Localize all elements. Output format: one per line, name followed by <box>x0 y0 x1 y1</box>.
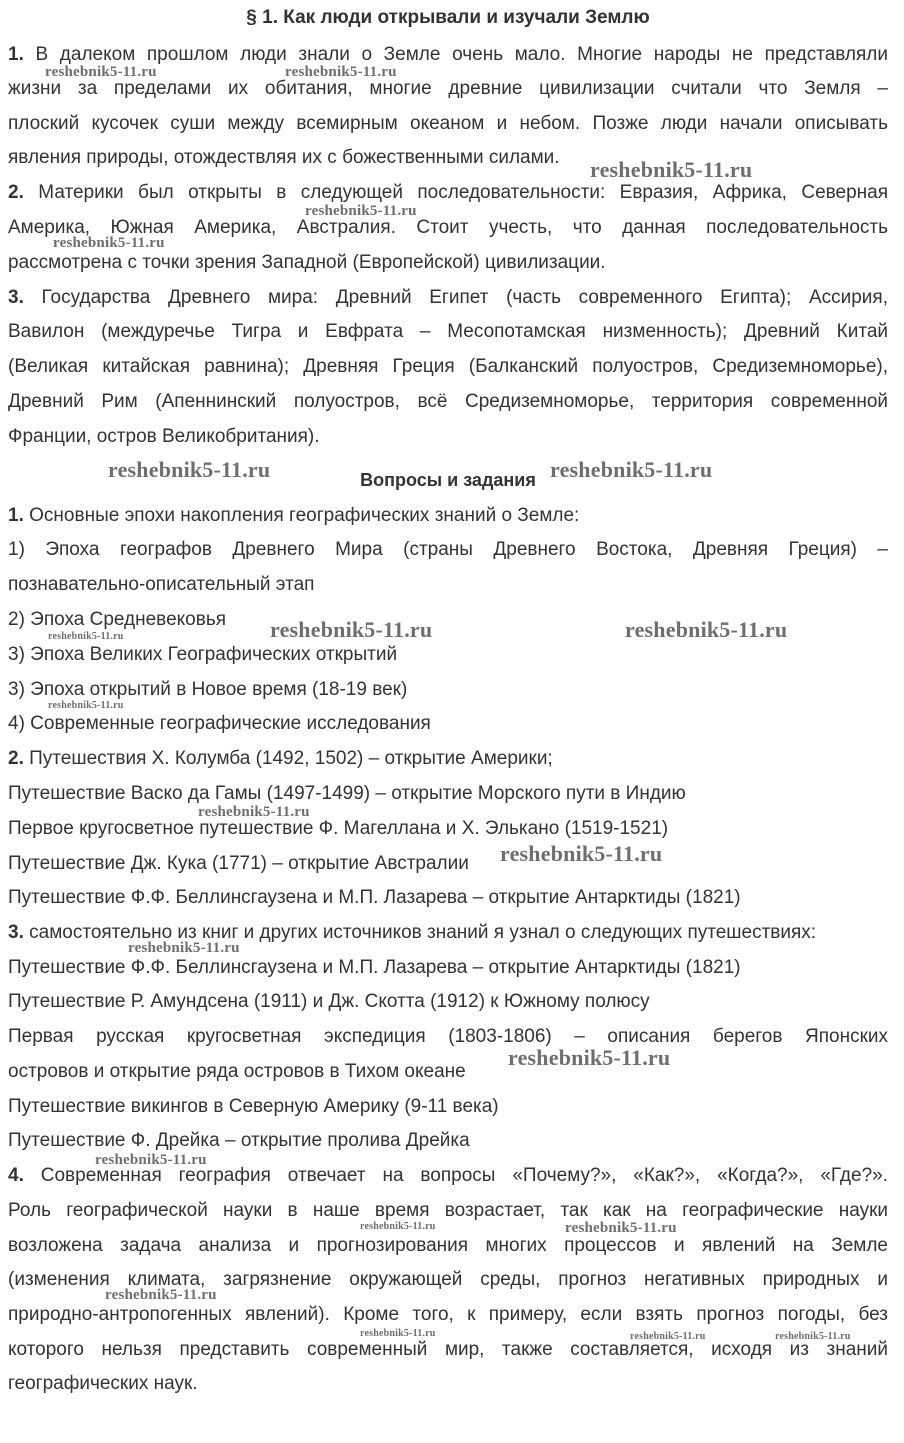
list-item: 4) Современные географические исследования <box>8 713 431 734</box>
item-number: 4. <box>8 1165 24 1186</box>
paragraph-line: Роль географической науки в наше время возрастает, так как на географические науки <box>8 1200 888 1221</box>
list-item: Путешествие Ф. Дрейка – открытие пролива Дрейка <box>8 1130 470 1151</box>
watermark: reshebnik5-11.ru <box>360 1328 436 1339</box>
watermark: reshebnik5-11.ru <box>105 1287 217 1303</box>
watermark: reshebnik5-11.ru <box>360 1221 436 1232</box>
list-item: Путешествие Васко да Гамы (1497-1499) – открытие Морского пути в Индию <box>8 783 686 804</box>
paragraph-line: Америка, Южная Америка, Австралия. Стоит учесть, что данная последовательность <box>8 217 888 238</box>
text-fragment: Путешествия Х. Колумба (1492, 1502) – открытие Америки; <box>23 748 553 769</box>
item-number: 1. <box>8 505 24 526</box>
watermark: reshebnik5-11.ru <box>198 804 310 820</box>
watermark: reshebnik5-11.ru <box>590 157 753 182</box>
paragraph-line <box>8 504 888 528</box>
watermark: reshebnik5-11.ru <box>625 617 788 642</box>
text-fragment: Государства Древнего мира: Древний Египет (часть современного Египта); Ассирия, <box>23 287 888 308</box>
watermark: reshebnik5-11.ru <box>270 617 433 642</box>
paragraph-line: плоский кусочек суши между всемирным океаном и небом. Позже люди начали описывать <box>8 113 888 134</box>
list-item: Путешествие Ф.Ф. Беллинсгаузена и М.П. Лазарева – открытие Антарктиды (1821) <box>8 887 741 908</box>
watermark: reshebnik5-11.ru <box>285 64 397 80</box>
list-item: 1) Эпоха географов Древнего Мира (страны Древнего Востока, Древняя Греция) – <box>8 539 888 560</box>
item-number: 2. <box>8 182 24 203</box>
watermark: reshebnik5-11.ru <box>500 841 663 866</box>
text-fragment: самостоятельно из книг и других источников знаний я узнал о следующих путешествиях: <box>23 922 817 943</box>
page-title: § 1. Как люди открывали и изучали Землю <box>246 7 650 28</box>
list-item: Путешествие Ф.Ф. Беллинсгаузена и М.П. Лазарева – открытие Антарктиды (1821) <box>8 957 741 978</box>
paragraph-line: жизни за пределами их обитания, многие древние цивилизации считали что Земля – <box>8 78 888 99</box>
paragraph-line: (Великая китайская равнина); Древняя Греция (Балканский полуостров, Средиземноморье), <box>8 356 888 377</box>
paragraph-line: рассмотрена с точки зрения Западной (Европейской) цивилизации. <box>8 252 606 273</box>
watermark: reshebnik5-11.ru <box>95 1152 207 1168</box>
section-heading: Вопросы и задания <box>360 470 536 490</box>
text-fragment: Современная география отвечает на вопросы «Почему?», «Как?», «Когда?», «Где?». <box>23 1165 888 1186</box>
item-number: 1. <box>8 44 24 65</box>
paragraph-line: возложена задача анализа и прогнозирования многих процессов и явлений на Земле <box>8 1235 888 1256</box>
paragraph-line <box>8 286 888 310</box>
watermark: reshebnik5-11.ru <box>508 1045 671 1070</box>
list-item: Путешествие Р. Амундсена (1911) и Дж. Скотта (1912) к Южному полюсу <box>8 991 650 1012</box>
paragraph-line: природно-антропогенных явлений). Кроме того, к примеру, если взять прогноз погоды, без <box>8 1304 888 1325</box>
watermark: reshebnik5-11.ru <box>108 457 271 482</box>
watermark: reshebnik5-11.ru <box>550 457 713 482</box>
paragraph-line <box>8 747 888 771</box>
list-item: 3) Эпоха Великих Географических открытий <box>8 644 398 665</box>
watermark: reshebnik5-11.ru <box>630 1331 706 1342</box>
paragraph-line <box>8 181 888 205</box>
watermark: reshebnik5-11.ru <box>775 1331 851 1342</box>
paragraph-line: явления природы, отождествляя их с божественными силами. <box>8 147 560 168</box>
watermark: reshebnik5-11.ru <box>305 203 417 219</box>
list-item: Первое кругосветное путешествие Ф. Магеллана и Х. Элькано (1519-1521) <box>8 818 669 839</box>
item-number: 3. <box>8 287 24 308</box>
text-fragment: В далеком прошлом люди знали о Земле очень мало. Многие народы не представляли <box>23 44 888 65</box>
list-item: 2) Эпоха Средневековья <box>8 609 227 630</box>
paragraph-line: Вавилон (междуречье Тигра и Евфрата – Месопотамская низменность); Древний Китай <box>8 321 888 342</box>
watermark: reshebnik5-11.ru <box>565 1220 677 1236</box>
watermark: reshebnik5-11.ru <box>48 700 124 711</box>
text-fragment: Материки был открыты в следующей последовательности: Евразия, Африка, Северная <box>23 182 888 203</box>
watermark: reshebnik5-11.ru <box>45 64 157 80</box>
paragraph-line: Древний Рим (Апеннинский полуостров, всё Средиземноморье, территория современной <box>8 391 888 412</box>
text-fragment: Основные эпохи накопления географических знаний о Земле: <box>23 505 580 526</box>
list-item: Путешествие викингов в Северную Америку (9-11 века) <box>8 1096 499 1117</box>
watermark: reshebnik5-11.ru <box>48 631 124 642</box>
list-item: Путешествие Дж. Кука (1771) – открытие Австралии <box>8 853 469 874</box>
item-number: 2. <box>8 748 24 769</box>
list-item: 3) Эпоха открытий в Новое время (18-19 век) <box>8 679 408 700</box>
item-number: 3. <box>8 922 24 943</box>
paragraph-line: Франции, остров Великобритания). <box>8 426 320 447</box>
list-item: познавательно-описательный этап <box>8 574 315 595</box>
list-item: Первая русская кругосветная экспедиция (1803-1806) – описания берегов Японских <box>8 1026 888 1047</box>
list-item: островов и открытие ряда островов в Тихом океане <box>8 1061 466 1082</box>
paragraph-line: (изменения климата, загрязнение окружающей среды, прогноз негативных природных и <box>8 1269 888 1290</box>
watermark: reshebnik5-11.ru <box>53 235 165 251</box>
paragraph-line: географических наук. <box>8 1373 198 1394</box>
paragraph-line: которого нельзя представить современный мир, также составляется, исходя из знаний <box>8 1339 888 1360</box>
watermark: reshebnik5-11.ru <box>128 940 240 956</box>
